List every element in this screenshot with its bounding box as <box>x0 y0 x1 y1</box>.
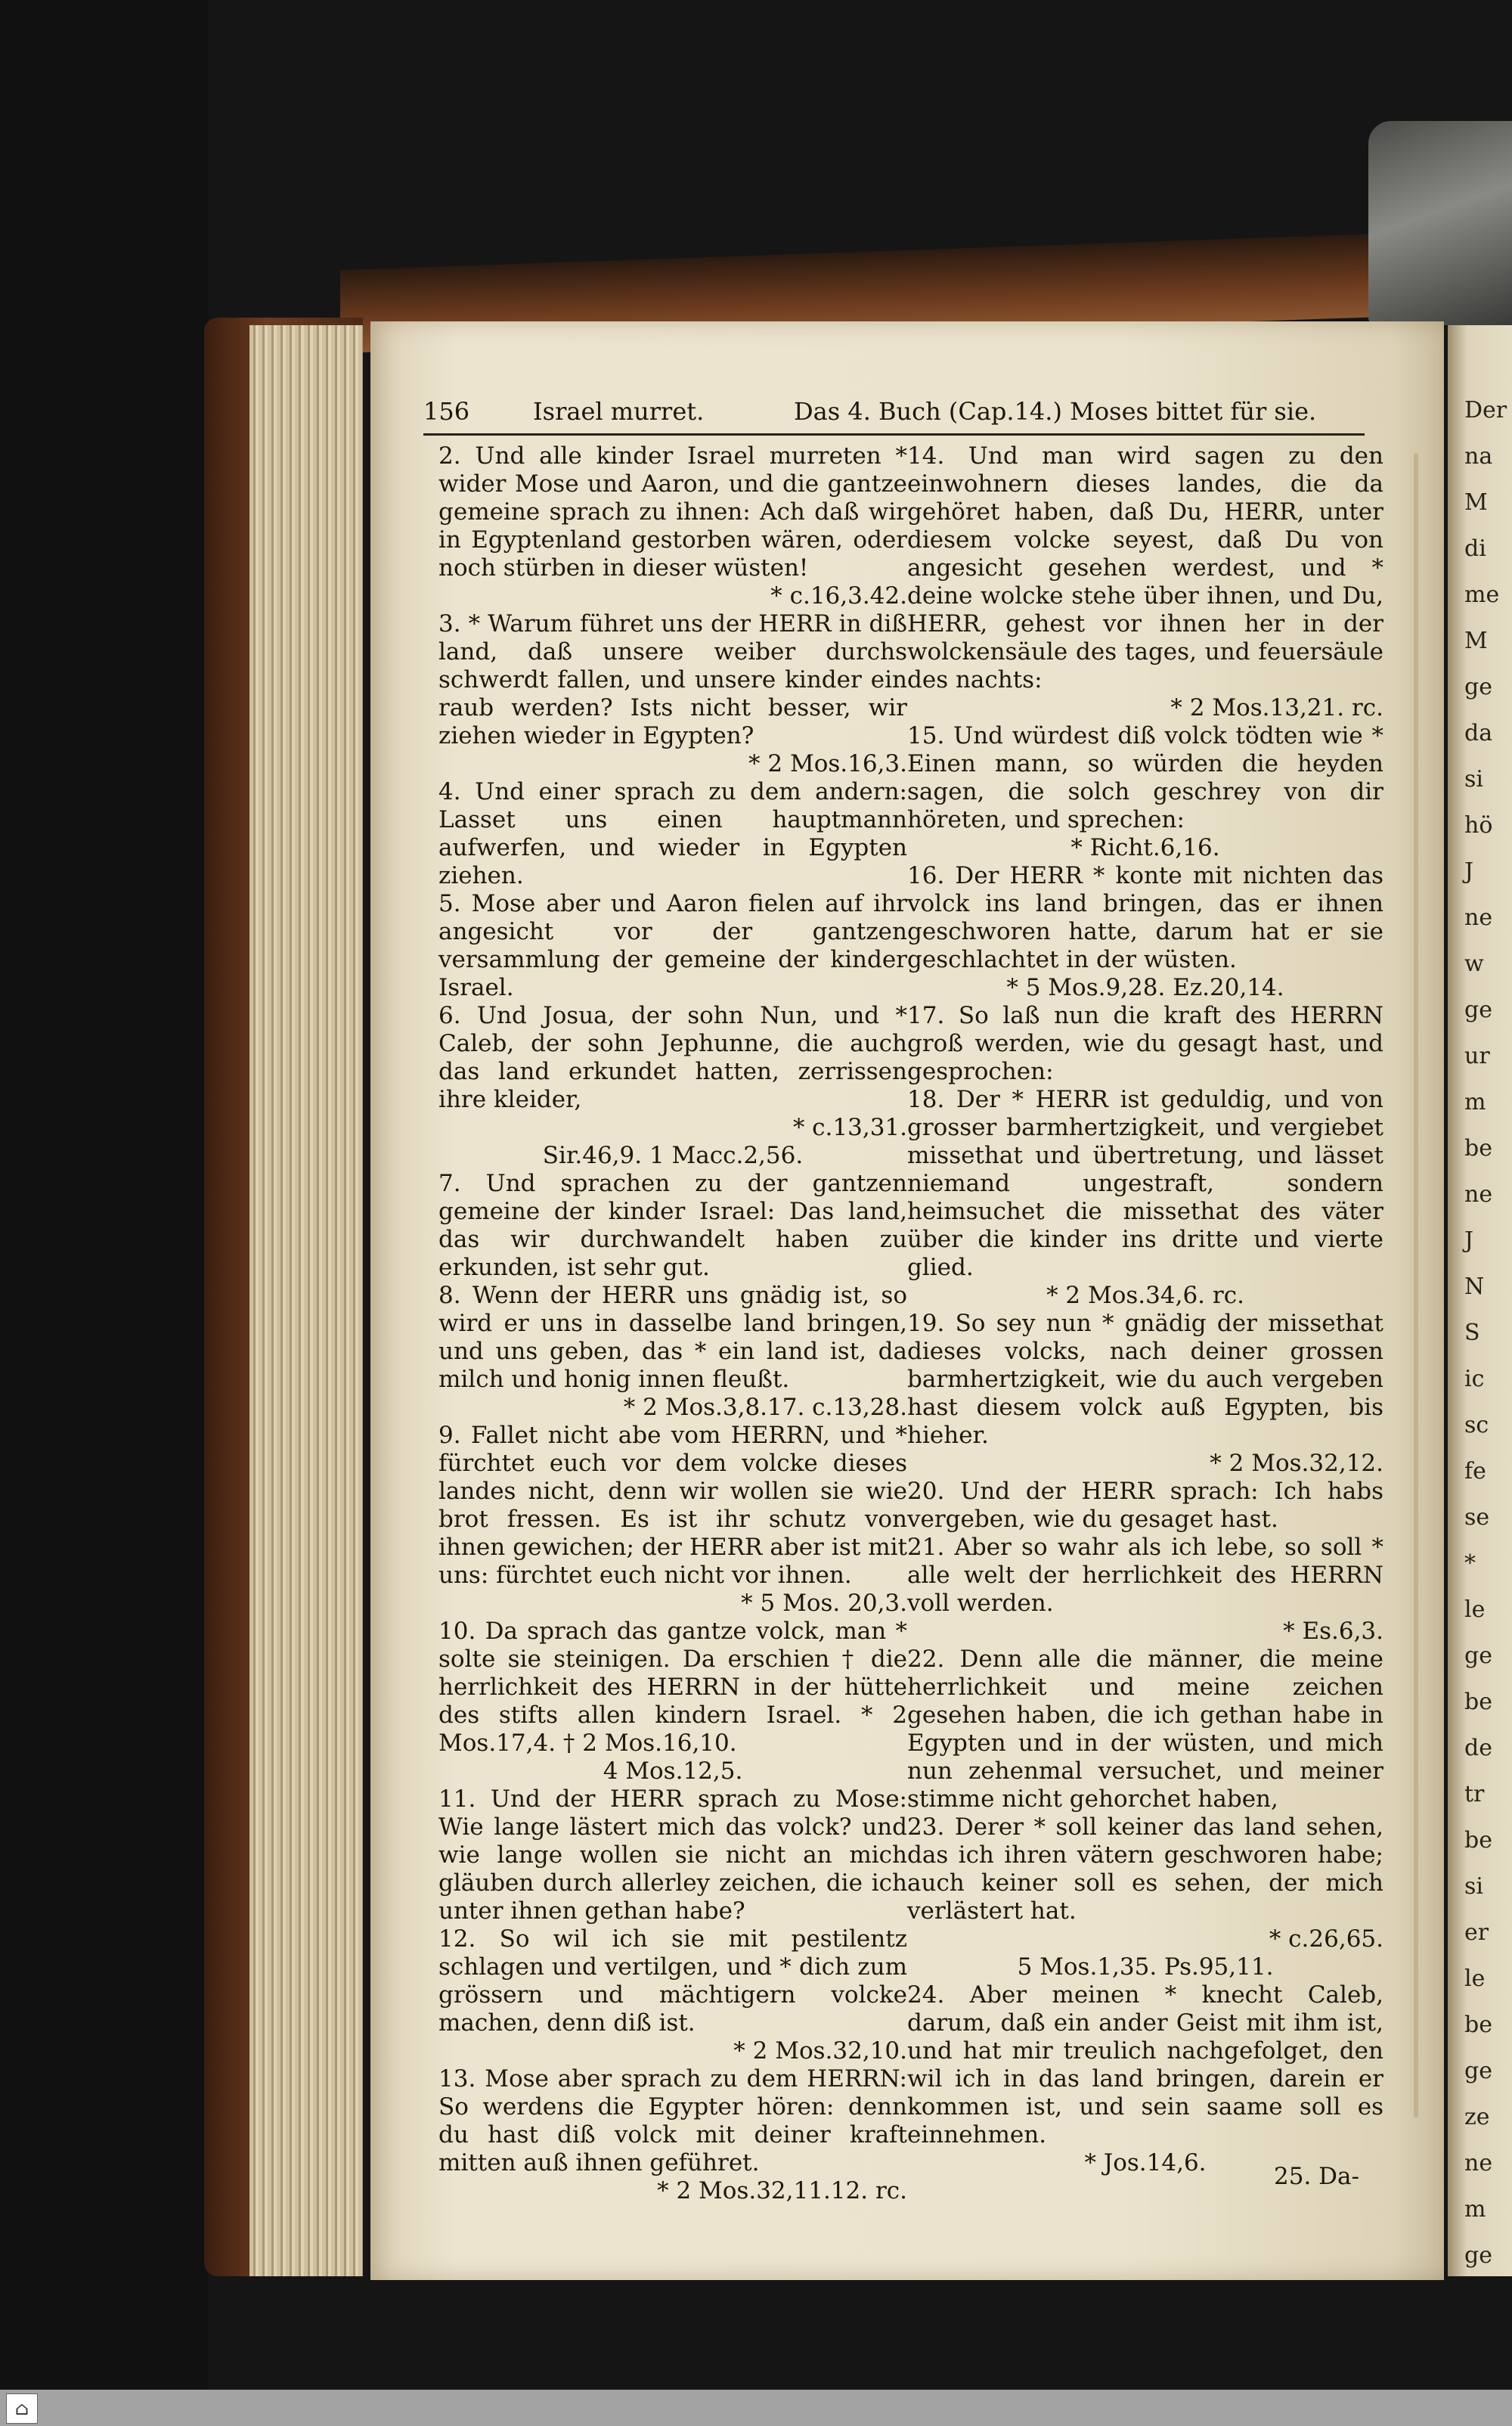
page-gutter <box>1414 454 1418 2117</box>
verse: 15. Und würdest diß volck tödten wie * Einen mann, so würden die heyden sagen, die solch geschrey von dir höreten, und sprechen: <box>907 722 1383 833</box>
next-page-text: ur <box>1464 1043 1490 1069</box>
next-page-text: J <box>1464 858 1474 885</box>
next-page-text: J <box>1464 1227 1474 1254</box>
next-page-text: tr <box>1464 1781 1485 1807</box>
verse: 8. Wenn der HERR uns gnädig ist, so wird er uns in dasselbe land bringen, und uns geben, das * ein land ist, da milch und honig innen fleußt. <box>438 1282 907 1393</box>
verse: 14. Und man wird sagen zu den einwohnern dieses landes, die da gehöret haben, daß Du, HERR, unter diesem volcke seyest, daß Du von angesicht gesehen werdest, und * deine wolcke stehe über ihnen, und Du, HERR, gehest vor ihnen her in der wolckensäule des tages, und feuersäule des nachts: <box>907 442 1383 693</box>
background-left <box>0 0 208 2390</box>
next-page-text: ne <box>1464 904 1493 931</box>
verse: 13. Mose aber sprach zu dem HERRN: So werdens die Egypter hören: denn du hast diß volck mit deiner kraft mitten auß ihnen geführet. <box>438 2065 907 2176</box>
next-page-text: ge <box>1464 997 1492 1023</box>
verse: 23. Derer * soll keiner das land sehen, das ich ihren vätern geschworen habe; auch keiner soll es sehen, der mich verlästert hat. <box>907 1813 1383 1925</box>
cross-reference: * 2 Mos.34,6. rc. <box>1046 1282 1244 1309</box>
verse: 9. Fallet nicht abe vom HERRN, und * fürchtet euch vor dem volcke dieses landes nicht, denn wir wollen sie wie brot fressen. Es ist ihr schutz von ihnen gewichen; der HERR aber ist mit uns: fürchtet euch nicht vor ihnen. <box>438 1422 907 1589</box>
cross-reference: * 5 Mos. 20,3. <box>741 1590 907 1617</box>
verse: 24. Aber meinen * knecht Caleb, darum, daß ein ander Geist mit ihm ist, und hat mir treulich nachgefolget, den wil ich in das land bringen, darein er kommen ist, und sein saame soll es einnehmen. <box>907 1981 1383 2148</box>
cross-reference: * Richt.6,16. <box>1070 834 1220 861</box>
next-page-text: hö <box>1464 812 1493 839</box>
cross-reference: Sir.46,9. 1 Macc.2,56. <box>542 1142 804 1169</box>
next-page-text: m <box>1464 1089 1486 1115</box>
next-page-text: si <box>1464 1873 1483 1900</box>
cross-reference: * 2 Mos.32,11.12. rc. <box>657 2177 907 2204</box>
next-page-text: be <box>1464 1689 1492 1715</box>
next-page-text: N <box>1464 1273 1485 1300</box>
next-page-text: be <box>1464 2012 1492 2038</box>
verse: 19. So sey nun * gnädig der missethat dieses volcks, nach deiner grossen barmhertzigkeit, wie du auch vergeben hast diesem volck auß Egypten, bis hieher. <box>907 1310 1383 1449</box>
cross-reference: * 2 Mos.3,8.17. c.13,28. <box>623 1394 907 1421</box>
next-page-text: di <box>1464 535 1486 562</box>
book-clasp <box>1368 121 1512 325</box>
cross-reference: 5 Mos.1,35. Ps.95,11. <box>1017 1953 1274 1981</box>
next-page-text: fe <box>1464 1458 1486 1484</box>
cross-reference: * 2 Mos.32,10. <box>733 2037 907 2065</box>
next-page-text: w <box>1464 951 1484 977</box>
next-page-text: ge <box>1464 2058 1492 2084</box>
cross-reference: * c.26,65. <box>1269 1925 1383 1953</box>
page-number: 156 <box>423 397 470 426</box>
next-page-text: da <box>1464 720 1493 746</box>
header-title-right: Das 4. Buch (Cap.14.) Moses bittet für sie. <box>794 397 1317 426</box>
cross-reference: * 5 Mos.9,28. Ez.20,14. <box>1006 974 1284 1001</box>
verse: 3. * Warum führet uns der HERR in diß land, daß unsere weiber durchs schwerdt fallen, und unsere kinder ein raub werden? Ists nicht besser, wir ziehen wieder in Egypten? <box>438 610 907 749</box>
next-page-text: ge <box>1464 1643 1492 1669</box>
header-rule <box>423 433 1365 436</box>
next-page-text: ze <box>1464 2104 1490 2130</box>
verse: 10. Da sprach das gantze volck, man * solte sie steinigen. Da erschien † die herrlichkeit des HERRN in der hütte des stifts allen kindern Israel. * 2 Mos.17,4. † 2 Mos.16,10. <box>438 1618 907 1757</box>
next-page-text: ne <box>1464 1181 1493 1208</box>
verse: 22. Denn alle die männer, die meine herrlichkeit und meine zeichen gesehen haben, die ich gethan habe in Egypten und in der wüsten, und mich nun zehenmal versuchet, und meiner stimme nicht gehorchet haben, <box>907 1646 1383 1813</box>
catchword: 25. Da- <box>1274 2163 1359 2190</box>
verse: 17. So laß nun die kraft des HERRN groß werden, wie du gesagt hast, und gesprochen: <box>907 1002 1383 1085</box>
cross-reference: * 2 Mos.16,3. <box>748 750 907 777</box>
next-page-text: ge <box>1464 2242 1492 2269</box>
next-page-text: na <box>1464 443 1493 470</box>
next-page-text: de <box>1464 1735 1492 1761</box>
verse: 2. Und alle kinder Israel murreten * wider Mose und Aaron, und die gantze gemeine sprach zu ihnen: Ach daß wir in Egyptenland gestorben wären, oder noch stürben in dieser wüsten! <box>438 442 907 582</box>
cross-reference: * c.16,3.42. <box>770 582 907 610</box>
next-page-text: sc <box>1464 1412 1489 1438</box>
cross-reference: * Es.6,3. <box>1283 1618 1383 1645</box>
page-edges <box>249 325 363 2276</box>
next-page-text: ic <box>1464 1366 1485 1392</box>
cross-reference: * Jos.14,6. <box>1084 2149 1207 2176</box>
viewer-bottom-bar <box>0 2390 1512 2426</box>
next-page-text: ne <box>1464 2150 1493 2176</box>
cross-reference: 4 Mos.12,5. <box>603 1757 743 1785</box>
verse: 18. Der * HERR ist geduldig, und von grosser barmhertzigkeit, und vergiebet missethat und übertretung, und lässet niemand ungestraft, sondern heimsuchet die missethat des väter über die kinder ins dritte und vierte glied. <box>907 1086 1383 1281</box>
running-header <box>423 397 1361 435</box>
next-page-text: S <box>1464 1320 1480 1346</box>
verse: 4. Und einer sprach zu dem andern: Lasset uns einen hauptmann aufwerfen, und wieder in Egypten ziehen. <box>438 778 907 889</box>
cross-reference: * 2 Mos.13,21. rc. <box>1170 694 1383 721</box>
cross-reference: * 2 Mos.32,12. <box>1210 1450 1383 1477</box>
verse: 16. Der HERR * konte mit nichten das volck ins land bringen, das er ihnen geschworen hatte, darum hat er sie geschlachtet in der wüsten. <box>907 862 1383 973</box>
header-title-left: Israel murret. <box>533 397 705 426</box>
next-page-text: Der <box>1464 397 1507 423</box>
next-page-fragment <box>1448 325 1512 2276</box>
next-page-text: ge <box>1464 674 1492 700</box>
next-page-text: be <box>1464 1827 1492 1854</box>
next-page-text: M <box>1464 628 1488 654</box>
verse: 21. Aber so wahr als ich lebe, so soll * alle welt der herrlichkeit des HERRN voll werden. <box>907 1534 1383 1617</box>
next-page-text: me <box>1464 582 1500 608</box>
next-page-text: le <box>1464 1596 1486 1623</box>
next-page-text: m <box>1464 2196 1486 2223</box>
next-page-text: M <box>1464 489 1488 516</box>
verse: 11. Und der HERR sprach zu Mose: Wie lange lästert mich das volck? und wie lange wollen sie nicht an mich gläuben durch allerley zeichen, die ich unter ihnen gethan habe? <box>438 1785 907 1925</box>
next-page-text: le <box>1464 1965 1486 1992</box>
verse: 6. Und Josua, der sohn Nun, und * Caleb, der sohn Jephunne, die auch das land erkundet hatten, zerrissen ihre kleider, <box>438 1002 907 1113</box>
next-page-text: si <box>1464 766 1483 793</box>
verse: 20. Und der HERR sprach: Ich habs vergeben, wie du gesaget hast. <box>907 1478 1383 1533</box>
verse: 12. So wil ich sie mit pestilentz schlagen und vertilgen, und * dich zum grössern und mächtigern volcke machen, denn diß ist. <box>438 1925 907 2037</box>
next-page-text: er <box>1464 1919 1489 1946</box>
cross-reference: * c.13,31. <box>792 1114 907 1141</box>
next-page-text: * <box>1464 1550 1476 1577</box>
next-page-text: be <box>1464 1135 1492 1162</box>
left-column <box>438 442 907 2205</box>
next-page-text: se <box>1464 1504 1490 1531</box>
verse: 5. Mose aber und Aaron fielen auf ihr angesicht vor der gantzen versammlung der gemeine der kinder Israel. <box>438 890 907 1001</box>
verse: 7. Und sprachen zu der gantzen gemeine der kinder Israel: Das land, das wir durchwandelt haben zu erkunden, ist sehr gut. <box>438 1170 907 1281</box>
right-column <box>907 442 1383 2177</box>
library-logo-icon: ⌂ <box>6 2393 38 2424</box>
